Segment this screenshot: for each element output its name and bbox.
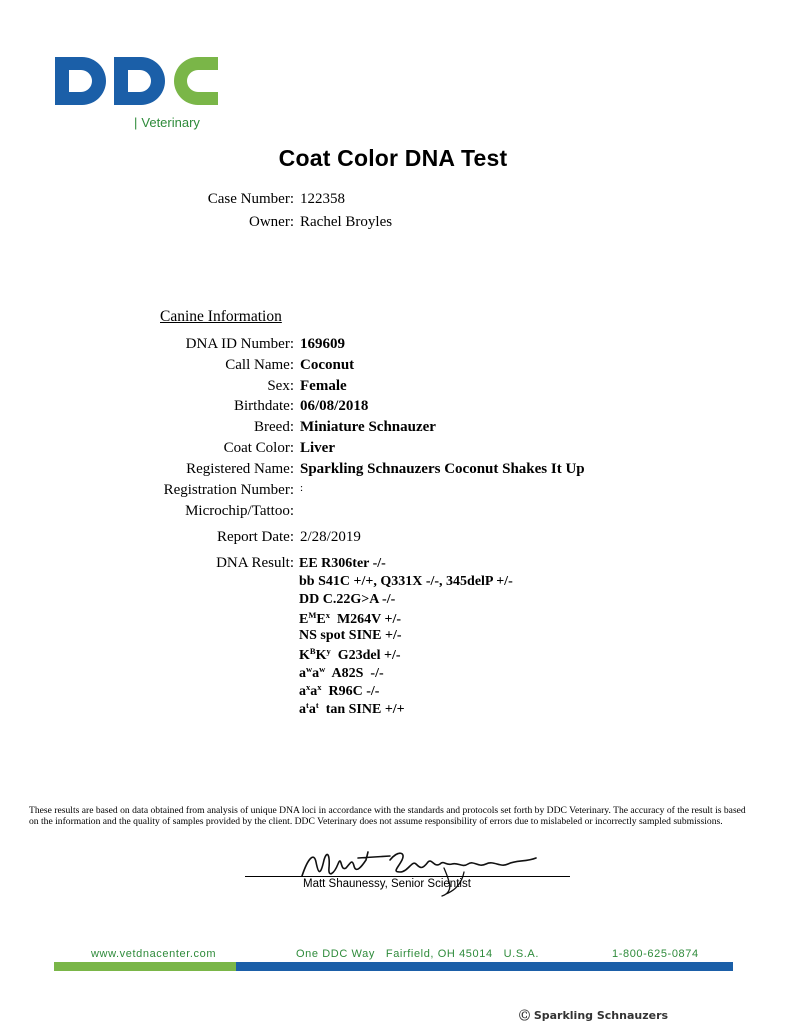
coat-color-value: Liver [300, 440, 335, 456]
dna-result-line-1: EE R306ter -/- [299, 556, 386, 571]
footer-address: One DDC Way Fairfield, OH 45014 U.S.A. [296, 948, 540, 960]
microchip-label: Microchip/Tattoo: [185, 503, 294, 519]
sex-label: Sex: [267, 378, 294, 394]
registration-number-label: Registration Number: [163, 482, 294, 498]
case-number-value: 122358 [300, 191, 345, 207]
birthdate-value: 06/08/2018 [300, 398, 369, 414]
dna-result-line-9: $a^ta^t$ tan SINE +/+ [299, 700, 405, 717]
signatory-name: Matt Shaunessy, Senior Scientist [303, 878, 471, 890]
birthdate-label: Birthdate: [234, 398, 294, 414]
registration-number-value: : [300, 482, 304, 494]
report-date-label: Report Date: [216, 529, 294, 545]
owner-label: Owner: [249, 214, 294, 230]
call-name-label: Call Name: [225, 357, 294, 373]
dna-result-line-5: NS spot SINE +/- [299, 628, 402, 643]
canine-info-heading: Canine Information [160, 308, 282, 325]
logo-subtitle-text: Veterinary [141, 115, 200, 130]
disclaimer-text: These results are based on data obtained from analysis of unique DNA loci in accordance with the standards and protocols set forth by DDC Veterinary. The accuracy of the result is based on the information and the quality of samples provided by the client. DDC Veterinary does not assume responsibility of errors due to mislabeled or incorrectly sampled submissions. [29, 805, 746, 827]
footer-phone: 1-800-625-0874 [612, 948, 699, 960]
case-number-label: Case Number: [207, 191, 294, 207]
logo-letter-c [174, 57, 218, 105]
dna-result-line-3: DD C.22G>A -/- [299, 592, 396, 607]
dna-id-value: 169609 [300, 336, 345, 352]
dna-result-line-8: $a^xa^x$ R96C -/- [299, 682, 380, 699]
dna-result-label: DNA Result: [216, 555, 294, 571]
registered-name-value: Sparkling Schnauzers Coconut Shakes It Up [300, 461, 585, 477]
signature-image [294, 838, 544, 900]
call-name-value: Coconut [300, 357, 355, 373]
page-title: Coat Color DNA Test [278, 145, 508, 171]
footer-bar-blue [236, 962, 733, 971]
footer-bar-green [54, 962, 236, 971]
dna-result-line-4: $E^ME^x$ M264V +/- [299, 610, 402, 627]
dna-id-label: DNA ID Number: [185, 336, 294, 352]
breed-value: Miniature Schnauzer [300, 419, 436, 435]
footer-website: www.vetdnacenter.com [91, 948, 217, 960]
copyright-watermark: Ⓒ Sparkling Schnauzers [519, 1009, 669, 1022]
coat-color-label: Coat Color: [223, 440, 294, 456]
sex-value: Female [300, 378, 347, 394]
dna-result-line-6: $K^BK^y$ G23del +/- [299, 646, 401, 663]
dna-result-line-7: $a^wa^w$ A82S -/- [299, 664, 384, 681]
logo-letter-d1 [55, 57, 106, 105]
logo-subtitle: | Veterinary [134, 115, 200, 130]
dna-result-line-2: bb S41C +/+, Q331X -/-, 345delP +/- [299, 574, 513, 589]
report-date-value: 2/28/2019 [300, 529, 361, 545]
registered-name-label: Registered Name: [186, 461, 294, 477]
breed-label: Breed: [254, 419, 294, 435]
logo-letter-d2 [114, 57, 165, 105]
owner-value: Rachel Broyles [300, 214, 393, 230]
signature-line [245, 876, 570, 877]
